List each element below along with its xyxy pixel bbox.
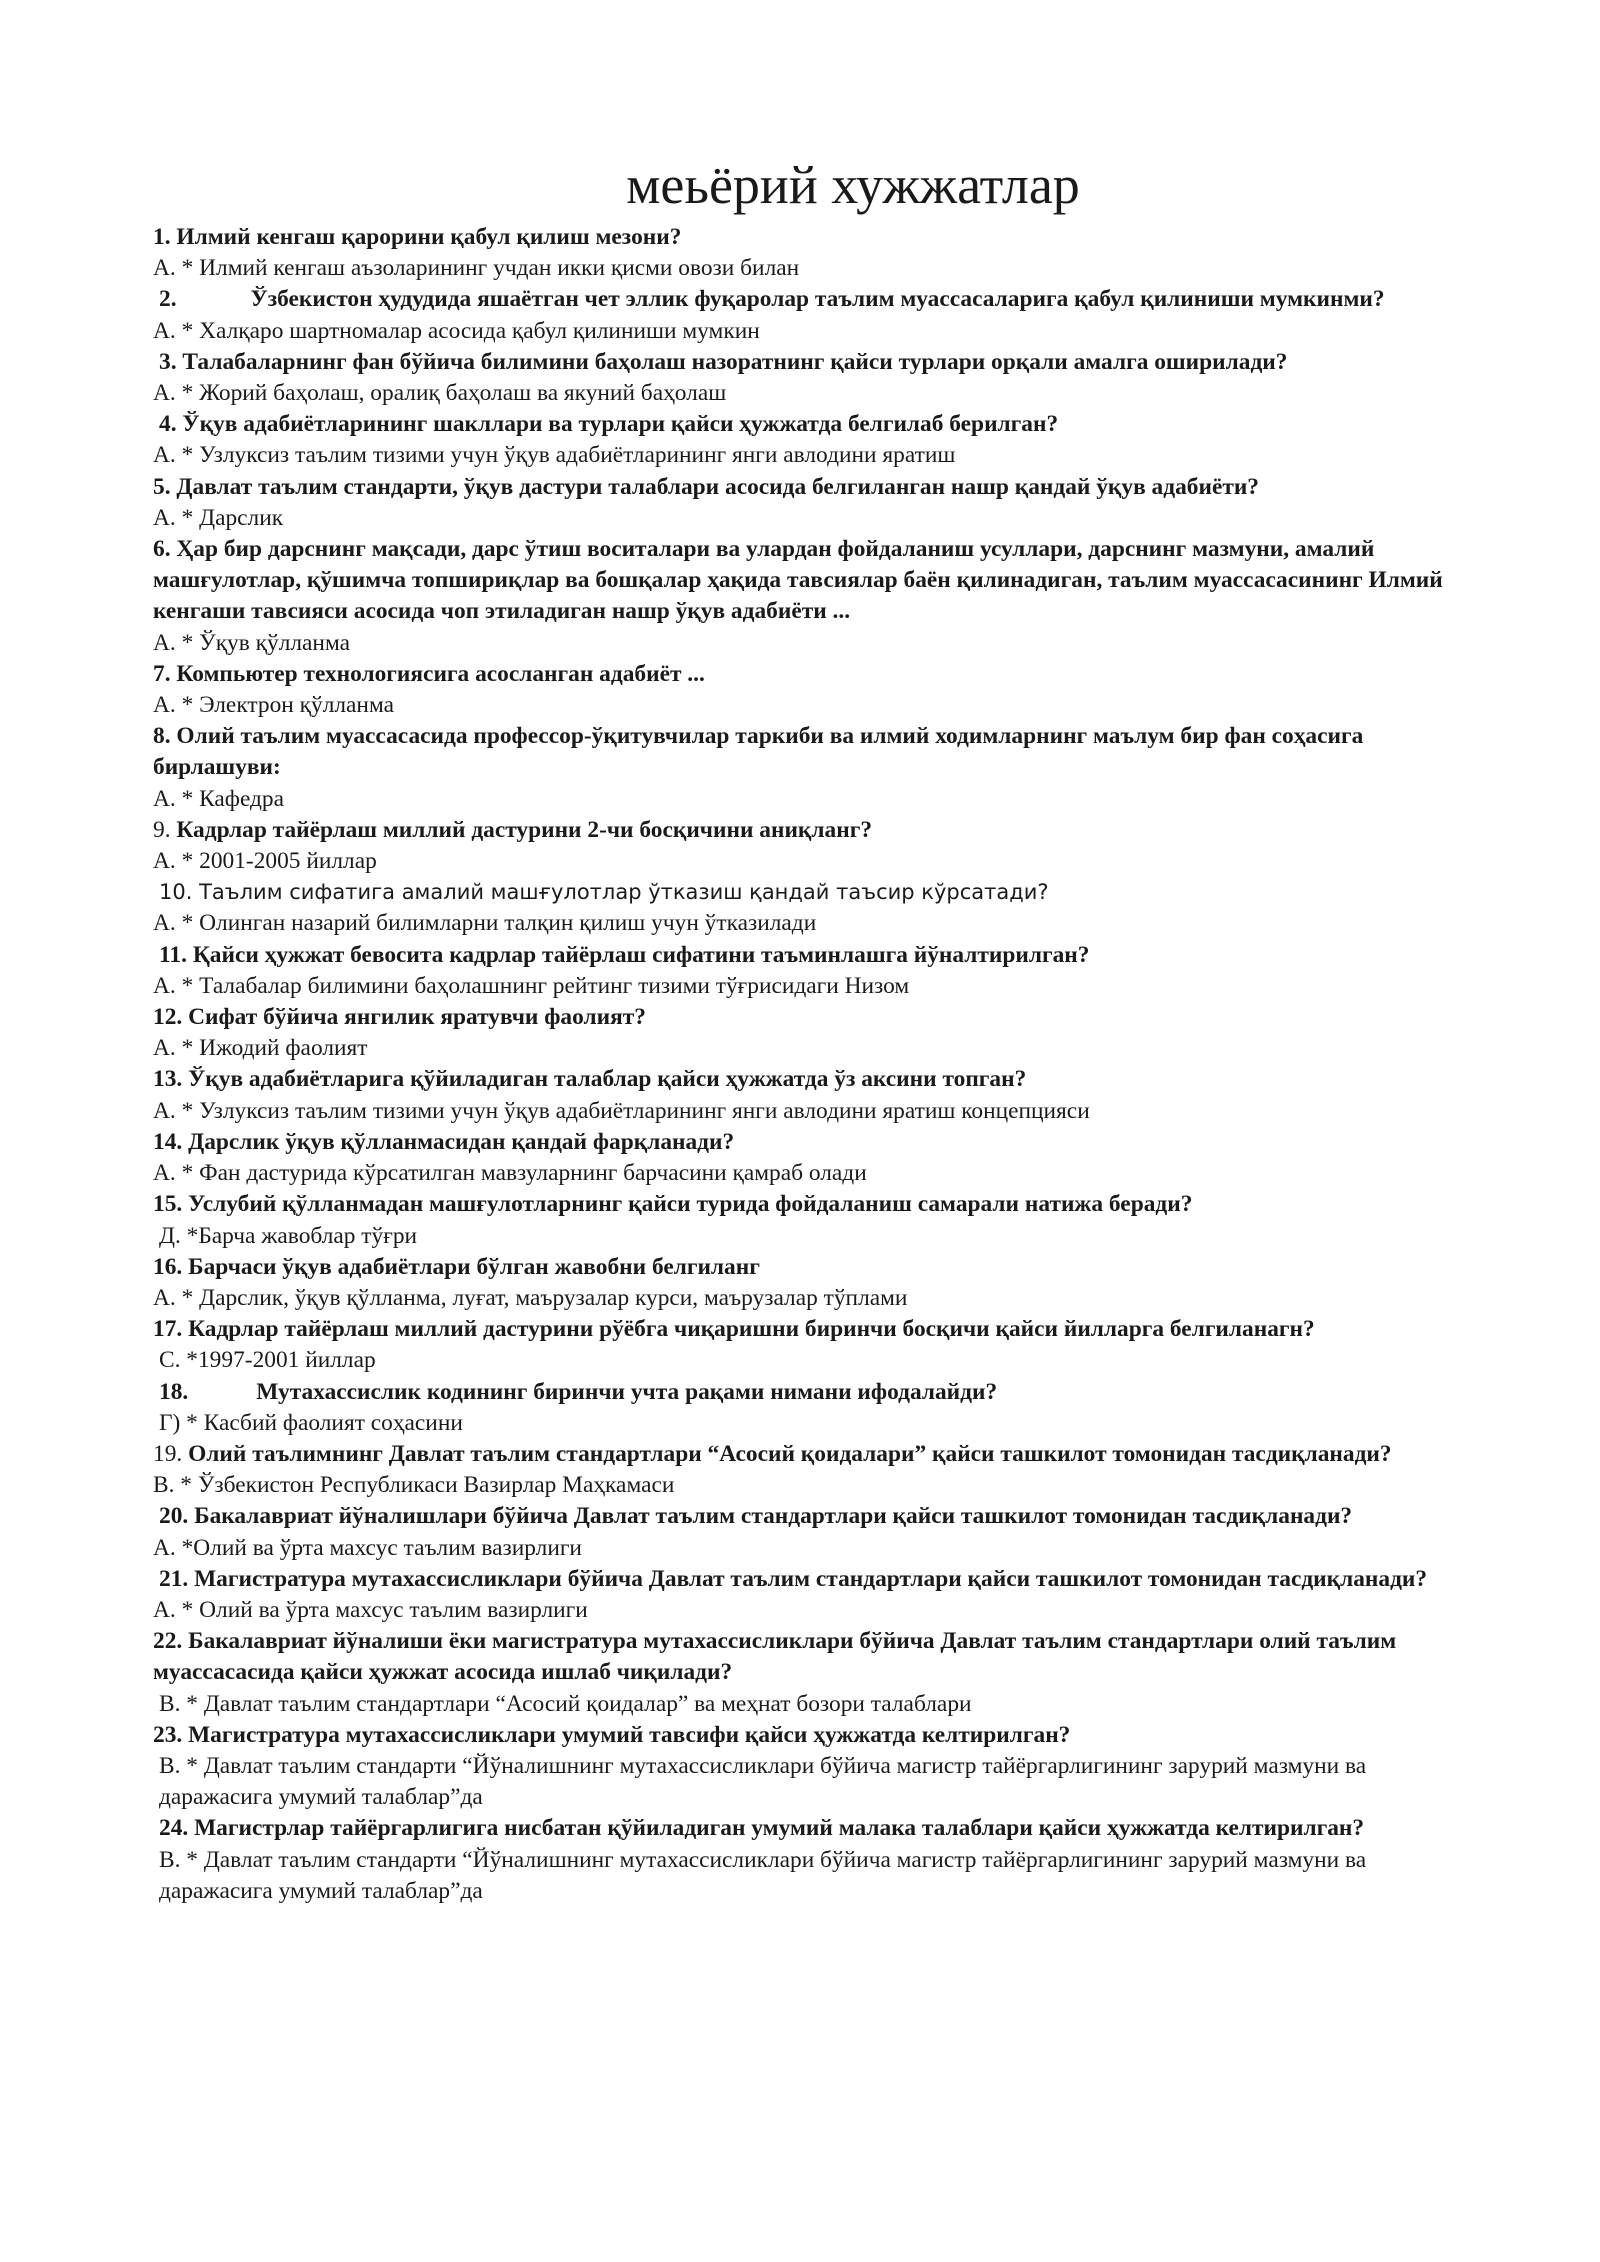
qa-item-24 bbox=[153, 1813, 1473, 1907]
question bbox=[153, 347, 1473, 378]
question bbox=[153, 721, 1473, 783]
qa-item-14 bbox=[153, 1127, 1473, 1189]
question bbox=[153, 1127, 1473, 1158]
question-number: 7. bbox=[153, 660, 171, 687]
question-text: Барчаси ўқув адабиётлари бўлган жавобни белгиланг bbox=[188, 1253, 760, 1280]
document-page bbox=[153, 150, 1473, 1907]
question bbox=[153, 1064, 1473, 1095]
answer: В. * Давлат таълим стандарти “Йўналишнинг мутахассисликлари бўйича магистр тайёргарлигининг зарурий мазмуни ва даражасига умумий талаблар”да bbox=[159, 1846, 1367, 1904]
question bbox=[153, 1314, 1473, 1345]
question-text: Дарслик ўқув қўлланмасидан қандай фарқланади? bbox=[188, 1128, 735, 1155]
answer: Д. *Барча жавоблар тўғри bbox=[159, 1222, 418, 1249]
answer: А. * 2001-2005 йиллар bbox=[153, 848, 377, 875]
question-number: 13. bbox=[153, 1066, 183, 1093]
document-title: меьёрий хужжатлар bbox=[626, 155, 1080, 215]
qa-item-15 bbox=[153, 1189, 1473, 1251]
answer: А. * Талабалар билимини баҳолашнинг рейтинг тизими тўғрисидаги Низом bbox=[153, 972, 910, 999]
question-number: 21. bbox=[159, 1565, 189, 1592]
answer: А. * Олинган назарий билимларни талқин қилиш учун ўтказилади bbox=[153, 910, 817, 937]
question-text: Мутахассислик кодининг биринчи учта рақами нимани ифодалайди? bbox=[256, 1378, 998, 1405]
question bbox=[153, 877, 1473, 908]
question-text: Таълим сифатига амалий машғулотлар ўтказиш қандай таъсир кўрсатади? bbox=[199, 880, 1049, 905]
qa-item-11 bbox=[153, 940, 1473, 1002]
question-text: Услубий қўлланмадан машғулотларнинг қайси турида фойдаланиш самарали натижа беради? bbox=[188, 1191, 1193, 1218]
question-text: Олий таълим муассасасида профессор-ўқитувчилар таркиби ва илмий ходимларнинг маълум бир фан соҳасига бирлашуви: bbox=[153, 723, 1364, 781]
answer: С. *1997-2001 йиллар bbox=[159, 1347, 376, 1374]
answer: А. * Узлуксиз таълим тизими учун ўқув адабиётларининг янги авлодини яратиш bbox=[153, 442, 956, 469]
question-text: Кадрлар тайёрлаш миллий дастурини рўёбга чиқаришни биринчи босқичи қайси йилларга белгиланагн? bbox=[188, 1316, 1315, 1343]
answer: А. * Ижодий фаолият bbox=[153, 1035, 368, 1062]
answer: А. * Дарслик bbox=[153, 504, 284, 531]
question bbox=[153, 1813, 1473, 1844]
question bbox=[153, 1002, 1473, 1033]
question-text: Ўқув адабиётларига қўйиладиган талаблар қайси ҳужжатда ўз аксини топган? bbox=[188, 1066, 1027, 1093]
question-number: 8. bbox=[153, 723, 171, 750]
question-number: 9. bbox=[153, 816, 171, 843]
answer: В. * Давлат таълим стандарти “Йўналишнинг мутахассисликлари бўйича магистр тайёргарлигининг зарурий мазмуни ва даражасига умумий талаблар”да bbox=[159, 1752, 1367, 1811]
question-number: 1. bbox=[153, 224, 171, 250]
qa-item-1 bbox=[153, 222, 1473, 284]
qa-item-9 bbox=[153, 815, 1473, 877]
question-number: 4. bbox=[159, 411, 177, 438]
question-number: 12. bbox=[153, 1004, 183, 1031]
question bbox=[153, 534, 1473, 628]
question bbox=[153, 222, 1473, 253]
question-number: 23. bbox=[153, 1721, 183, 1748]
qa-item-10 bbox=[153, 877, 1473, 939]
qa-item-20 bbox=[153, 1501, 1473, 1563]
question bbox=[153, 284, 1473, 315]
qa-item-21 bbox=[153, 1564, 1473, 1626]
question bbox=[153, 1252, 1473, 1283]
question-text: Ўқув адабиётларининг шакллари ва турлари қайси ҳужжатда белгилаб берилган? bbox=[182, 411, 1059, 438]
question-text: Магистратура мутахассисликлари умумий тавсифи қайси ҳужжатда келтирилган? bbox=[188, 1721, 1071, 1748]
answer: В. * Давлат таълим стандартлари “Асосий қоидалар” ва меҳнат бозори талаблари bbox=[159, 1690, 972, 1717]
answer: А. * Ўқув қўлланма bbox=[153, 629, 350, 656]
question bbox=[153, 472, 1473, 503]
question-number: 18. bbox=[159, 1378, 189, 1405]
answer: А. * Халқаро шартномалар асосида қабул қилиниши мумкин bbox=[153, 317, 760, 344]
answer: А. * Узлуксиз таълим тизими учун ўқув адабиётларининг янги авлодини яратиш концепцияси bbox=[153, 1097, 1090, 1124]
qa-item-18 bbox=[153, 1377, 1473, 1439]
question-text: Бакалавриат йўналишлари бўйича Давлат таълим стандартлари қайси ташкилот томонидан тасдиқланади? bbox=[194, 1503, 1353, 1530]
qa-item-3 bbox=[153, 347, 1473, 409]
answer: А. *Олий ва ўрта махсус таълим вазирлиги bbox=[153, 1534, 582, 1561]
answer: А. * Жорий баҳолаш, оралиқ баҳолаш ва якуний баҳолаш bbox=[153, 380, 727, 407]
question bbox=[153, 1439, 1473, 1470]
question-text: Илмий кенгаш қарорини қабул қилиш мезони? bbox=[176, 224, 682, 250]
qa-item-17 bbox=[153, 1314, 1473, 1376]
question-text: Қайси ҳужжат бевосита кадрлар тайёрлаш сифатини таъминлашга йўналтирилган? bbox=[192, 941, 1090, 968]
qa-item-8 bbox=[153, 721, 1473, 815]
question bbox=[153, 1501, 1473, 1532]
qa-item-7 bbox=[153, 659, 1473, 721]
answer: В. * Ўзбекистон Республикаси Вазирлар Маҳкамаси bbox=[153, 1472, 675, 1499]
qa-item-22 bbox=[153, 1626, 1473, 1720]
question-text: Ўзбекистон ҳудудида яшаётган чет эллик фуқаролар таълим муассасаларига қабул қилиниши мумкинми? bbox=[250, 286, 1385, 313]
answer: А. * Илмий кенгаш аъзоларининг учдан икки қисми овози билан bbox=[153, 255, 800, 282]
qa-item-5 bbox=[153, 472, 1473, 534]
question bbox=[153, 409, 1473, 440]
qa-item-6 bbox=[153, 534, 1473, 659]
qa-item-13 bbox=[153, 1064, 1473, 1126]
question-number: 14. bbox=[153, 1128, 183, 1155]
answer: А. * Дарслик, ўқув қўлланма, луғат, маърузалар курси, маърузалар тўплами bbox=[153, 1284, 908, 1311]
question-number: 24. bbox=[159, 1815, 189, 1842]
question-number: 2. bbox=[159, 286, 177, 313]
question-number: 11. bbox=[159, 941, 187, 968]
question-text: Кадрлар тайёрлаш миллий дастурини 2-чи босқичини аниқланг? bbox=[176, 816, 873, 843]
question bbox=[153, 940, 1473, 971]
question-number: 10. bbox=[159, 880, 193, 905]
question-number: 3. bbox=[159, 348, 177, 375]
qa-item-12 bbox=[153, 1002, 1473, 1064]
question-text: Ҳар бир дарснинг мақсади, дарс ўтиш воситалари ва улардан фойдаланиш усуллари, дарснинг мазмуни, амалий машғулотлар, қўшимча топшириқлар ва бошқалар ҳақида тавсиялар баён қилинадиган, таълим муассасасининг Илмий кенгаши тавсияси асосида чоп этиладиган нашр ўқув адабиёти ... bbox=[153, 536, 1443, 625]
qa-item-19 bbox=[153, 1439, 1473, 1501]
question-text: Талабаларнинг фан бўйича билимини баҳолаш назоратнинг қайси турлари орқали амалга оширилади? bbox=[182, 348, 1288, 375]
question-number: 19. bbox=[153, 1440, 183, 1467]
question-text: Магистрлар тайёргарлигига нисбатан қўйиладиган умумий малака талаблари қайси ҳужжатда келтирилган? bbox=[194, 1815, 1365, 1842]
question bbox=[153, 1377, 1473, 1408]
qa-item-4 bbox=[153, 409, 1473, 471]
question bbox=[153, 815, 1473, 846]
question bbox=[153, 1189, 1473, 1220]
question-text: Сифат бўйича янгилик яратувчи фаолият? bbox=[188, 1004, 646, 1031]
question-number: 20. bbox=[159, 1503, 189, 1530]
question-number: 5. bbox=[153, 473, 171, 500]
question bbox=[153, 1626, 1473, 1688]
answer: А. * Электрон қўлланма bbox=[153, 692, 394, 719]
question-text: Олий таълимнинг Давлат таълим стандартлари “Асосий қоидалари” қайси ташкилот томонидан тасдиқланади? bbox=[188, 1440, 1392, 1467]
answer: А. * Фан дастурида кўрсатилган мавзуларнинг барчасини қамраб олади bbox=[153, 1160, 867, 1187]
qa-item-2 bbox=[153, 284, 1473, 346]
question-number: 6. bbox=[153, 536, 171, 563]
answer: А. * Кафедра bbox=[153, 785, 285, 812]
answer: Г) * Касбий фаолият соҳасини bbox=[159, 1409, 463, 1436]
question-number: 15. bbox=[153, 1191, 183, 1218]
question-text: Давлат таълим стандарти, ўқув дастури талаблари асосида белгиланган нашр қандай ўқув адабиёти? bbox=[176, 473, 1259, 500]
question-text: Бакалавриат йўналиши ёки магистратура мутахассисликлари бўйича Давлат таълим стандартлари олий таълим муассасасида қайси ҳужжат асосида ишлаб чиқилади? bbox=[153, 1628, 1397, 1686]
question bbox=[153, 659, 1473, 690]
question-text: Магистратура мутахассисликлари бўйича Давлат таълим стандартлари қайси ташкилот томонидан тасдиқланади? bbox=[194, 1565, 1428, 1592]
qa-item-16 bbox=[153, 1252, 1473, 1314]
question-text: Компьютер технологиясига асосланган адабиёт ... bbox=[176, 660, 705, 687]
question bbox=[153, 1720, 1473, 1751]
question-number: 16. bbox=[153, 1253, 183, 1280]
qa-item-23 bbox=[153, 1720, 1473, 1814]
question bbox=[153, 1564, 1473, 1595]
question-number: 17. bbox=[153, 1316, 183, 1343]
question-number: 22. bbox=[153, 1628, 183, 1655]
answer: А. * Олий ва ўрта махсус таълим вазирлиги bbox=[153, 1596, 588, 1623]
